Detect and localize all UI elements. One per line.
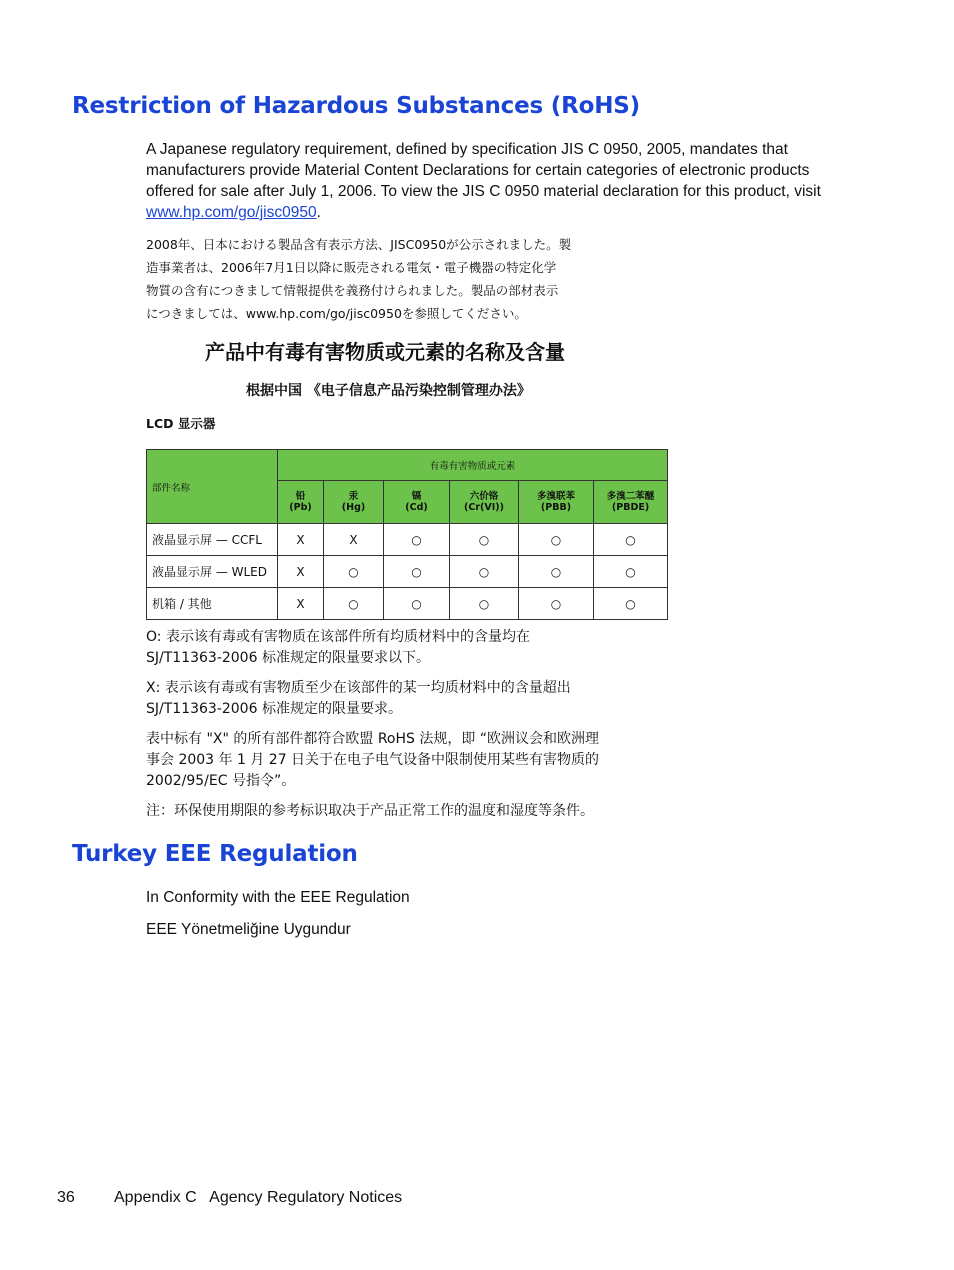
substance-name: 多溴联苯	[536, 491, 575, 502]
table-row	[147, 524, 668, 556]
note-line: O: 表示该有毒或有害物质在该部件所有均质材料中的含量均在	[146, 629, 530, 645]
rohs-intro-text: A Japanese regulatory requirement, defined by specification JIS C 0950, 2005, mandates that manufacturers provide Material Content Declarations for certain categories of electronic products offered for sale after July 1, 2006. To view the JIS C 0950 material declaration for this product, visit	[146, 141, 821, 200]
china-table-title: 产品中有毒有害物质或元素的名称及含量	[205, 340, 565, 364]
substance-header-cr6	[450, 481, 519, 524]
substance-name: 多溴二苯醚	[606, 491, 655, 502]
substance-header-pb	[278, 481, 324, 524]
note-x	[146, 678, 571, 720]
table-cell: ○	[324, 556, 384, 588]
note-line: X: 表示该有毒或有害物质至少在该部件的某一均质材料中的含量超出	[146, 680, 571, 696]
substance-symbol: (Hg)	[341, 502, 366, 513]
jisc0950-link[interactable]: www.hp.com/go/jisc0950	[146, 204, 317, 221]
rohs-heading: Restriction of Hazardous Substances (RoHS)	[72, 93, 640, 119]
lcd-label: LCD 显示器	[146, 416, 216, 431]
substance-header-hg	[324, 481, 384, 524]
table-cell: ○	[384, 556, 450, 588]
substances-header: 有毒有害物质或元素	[278, 450, 668, 481]
table-cell: ○	[594, 588, 668, 620]
table-cell: X	[278, 588, 324, 620]
substance-name: 镉	[411, 491, 422, 502]
note-line: SJ/T11363-2006 标准规定的限量要求。	[146, 701, 402, 717]
table-cell: ○	[594, 556, 668, 588]
rohs-intro-paragraph	[146, 139, 851, 223]
table-cell: ○	[450, 524, 519, 556]
note-line: 2002/95/EC 号指令”。	[146, 773, 296, 789]
table-cell: ○	[384, 524, 450, 556]
substance-symbol: (PBDE)	[611, 502, 650, 513]
substance-name: 六价铬	[469, 491, 499, 502]
row-component: 液晶显示屏 — WLED	[147, 556, 278, 588]
note-line: 表中标有 "X" 的所有部件都符合欧盟 RoHS 法规，即 “欧洲议会和欧洲理	[146, 731, 600, 747]
note-line: SJ/T11363-2006 标准规定的限量要求以下。	[146, 650, 430, 666]
note-line: 事会 2003 年 1 月 27 日关于在电子电气设备中限制使用某些有害物质的	[146, 752, 600, 768]
japanese-line: 造事業者は、2006年7月1日以降に販売される電気・電子機器の特定化学	[146, 260, 557, 275]
japanese-line: につきましては、www.hp.com/go/jisc0950を参照してください。	[146, 306, 527, 321]
china-table-subtitle: 根据中国 《电子信息产品污染控制管理办法》	[246, 383, 531, 399]
table-cell: ○	[324, 588, 384, 620]
substance-header-pbb	[519, 481, 594, 524]
turkey-line-2: EEE Yönetmeliğine Uygundur	[146, 921, 351, 938]
substance-name: 汞	[348, 491, 359, 502]
table-cell: ○	[519, 556, 594, 588]
turkey-line-1: In Conformity with the EEE Regulation	[146, 889, 410, 906]
note-eu	[146, 729, 599, 792]
table-cell: ○	[519, 524, 594, 556]
note-o	[146, 627, 530, 669]
table-cell: X	[324, 524, 384, 556]
row-component: 机箱 / 其他	[147, 588, 278, 620]
turkey-heading: Turkey EEE Regulation	[72, 841, 358, 867]
substance-table	[146, 449, 668, 620]
footer-section: Appendix C Agency Regulatory Notices	[114, 1189, 403, 1206]
table-cell: X	[278, 524, 324, 556]
japanese-notice	[146, 233, 571, 325]
japanese-line: 物質の含有につきまして情報提供を義務付けられました。製品の部材表示	[146, 283, 559, 298]
substance-header-cd	[384, 481, 450, 524]
table-cell: ○	[594, 524, 668, 556]
table-cell: ○	[519, 588, 594, 620]
table-cell: X	[278, 556, 324, 588]
japanese-line: 2008年、日本における製品含有表示方法、JISC0950が公示されました。製	[146, 237, 572, 252]
row-component: 液晶显示屏 — CCFL	[147, 524, 278, 556]
substance-symbol: (Cd)	[405, 502, 428, 513]
note-env: 注：环保使用期限的参考标识取决于产品正常工作的温度和湿度等条件。	[146, 803, 594, 819]
substance-header-pbde	[594, 481, 668, 524]
rohs-intro-suffix: .	[316, 204, 321, 221]
table-row	[147, 556, 668, 588]
substance-name: 铅	[295, 491, 306, 502]
table-cell: ○	[384, 588, 450, 620]
substance-symbol: (PBB)	[540, 502, 572, 513]
substance-symbol: (Cr(VI))	[464, 502, 504, 513]
table-cell: ○	[450, 588, 519, 620]
table-row	[147, 588, 668, 620]
table-cell: ○	[450, 556, 519, 588]
page-number: 36	[57, 1189, 75, 1206]
component-header: 部件名称	[147, 450, 278, 524]
substance-symbol: (Pb)	[289, 502, 312, 513]
